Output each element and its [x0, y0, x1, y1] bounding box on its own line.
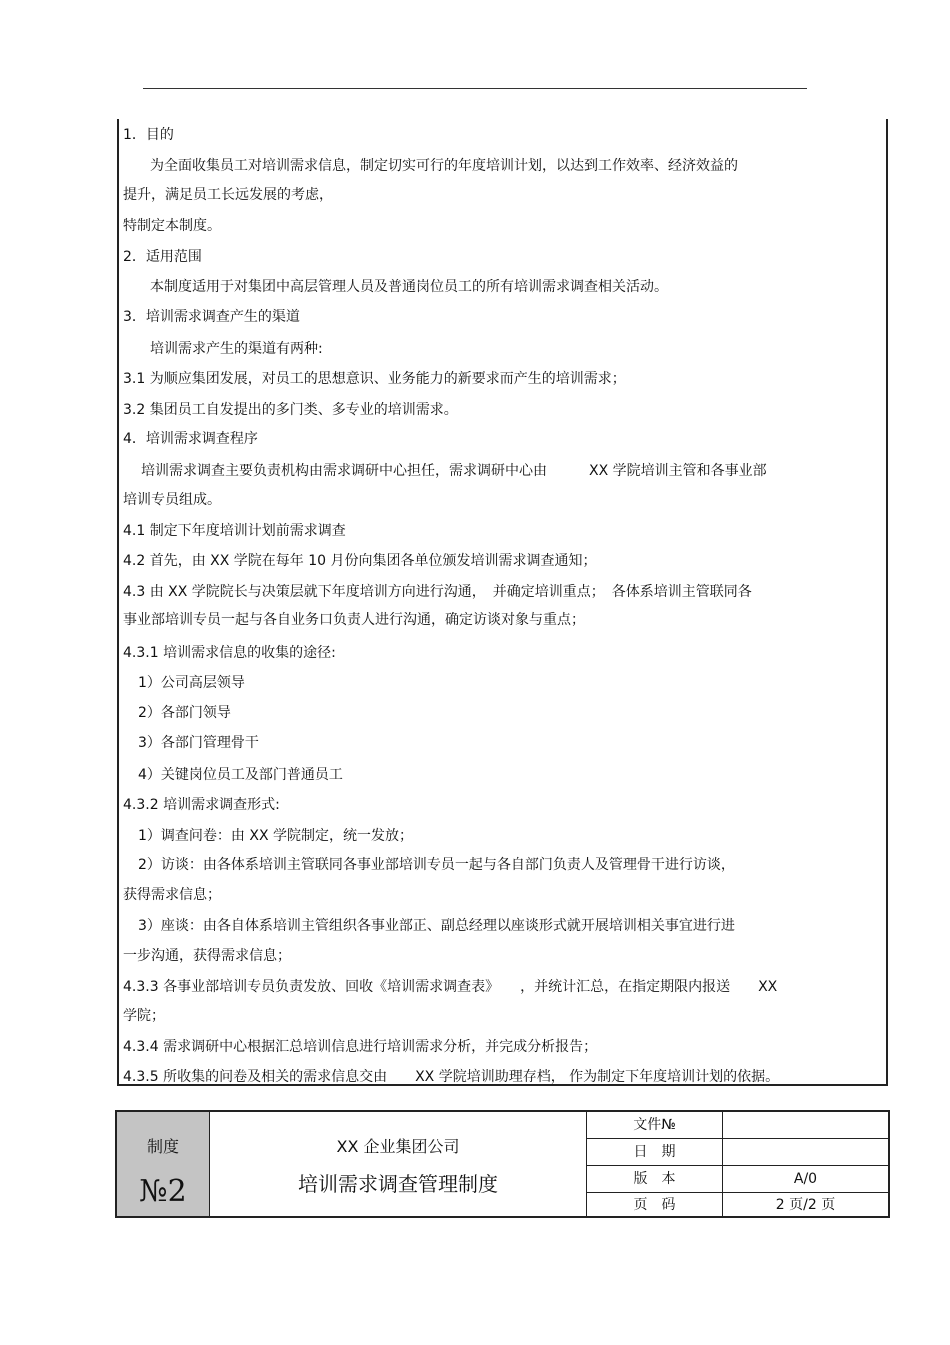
- list-item: 4）关键岗位员工及部门普通员工: [138, 767, 343, 783]
- paragraph-line: 学院；: [123, 1008, 165, 1024]
- list-item: 1）调查问卷：由 XX 学院制定，统一发放；: [138, 828, 413, 844]
- list-item: 4.3 由 XX 学院院长与决策层就下年度培训方向进行沟通， 并确定培训重点； 各体系培训主管联同各: [123, 584, 752, 600]
- list-item: 3.2 集团员工自发提出的多门类、多专业的培训需求。: [123, 402, 458, 418]
- list-item: 4.3.4 需求调研中心根据汇总培训信息进行培训需求分析，并完成分析报告；: [123, 1039, 598, 1055]
- paragraph-line: 为全面收集员工对培训需求信息，制定切实可行的年度培训计划，以达到工作效率、经济效益的: [150, 158, 738, 174]
- meta-label: 文件№: [587, 1112, 723, 1138]
- list-item: 4.3.1 培训需求信息的收集的途径:: [123, 645, 336, 661]
- list-item: 4.3.5 所收集的问卷及相关的需求信息交由 XX 学院培训助理存档， 作为制定下年度培训计划的依据。: [123, 1069, 780, 1085]
- list-item: 2）访谈：由各体系培训主管联同各事业部培训专员一起与各自部门负责人及管理骨干进行访谈，: [138, 857, 735, 873]
- section-heading-2: 2．适用范围: [123, 249, 202, 265]
- document-number: №2: [139, 1174, 187, 1209]
- meta-value: A/0: [793, 1171, 818, 1187]
- meta-value: [723, 1139, 888, 1165]
- meta-row-date: [587, 1139, 888, 1166]
- list-item: 4.2 首先，由 XX 学院在每年 10 月份向集团各单位颁发培训需求调查通知；: [123, 553, 597, 569]
- meta-row-page: [587, 1192, 888, 1218]
- section-heading-3: 3．培训需求调查产生的渠道: [123, 309, 300, 325]
- paragraph-line: 获得需求信息；: [123, 887, 221, 903]
- list-item: 1）公司高层领导: [138, 675, 245, 691]
- document-footer-table: [115, 1110, 890, 1218]
- document-type-cell: [117, 1112, 210, 1216]
- list-item: 3）各部门管理骨干: [138, 735, 259, 751]
- paragraph-line: 特制定本制度。: [123, 218, 221, 234]
- section-heading-1: 1．目的: [123, 127, 174, 143]
- company-name: XX 企业集团公司: [336, 1137, 460, 1156]
- header-rule: [143, 88, 807, 89]
- list-item: 3.1 为顺应集团发展，对员工的思想意识、业务能力的新要求而产生的培训需求；: [123, 371, 626, 387]
- meta-row-version: [587, 1166, 888, 1193]
- content-frame: [117, 119, 888, 1086]
- list-item: 2）各部门领导: [138, 705, 231, 721]
- list-item: 4.3.2 培训需求调查形式:: [123, 797, 280, 813]
- paragraph-line: 培训专员组成。: [123, 492, 221, 508]
- paragraph-line: 提升，满足员工长远发展的考虑，: [123, 187, 333, 203]
- list-item: 4.3.3 各事业部培训专员负责发放、回收《培训需求调查表》 ，并统计汇总，在指定期限内报送 XX: [123, 979, 778, 995]
- paragraph-line: 事业部培训专员一起与各自业务口负责人进行沟通，确定访谈对象与重点；: [123, 612, 585, 628]
- meta-value: [723, 1112, 888, 1138]
- section-heading-4: 4．培训需求调查程序: [123, 431, 258, 447]
- meta-label: 页 码: [587, 1192, 723, 1218]
- paragraph-line: 一步沟通，获得需求信息；: [123, 948, 291, 964]
- document-title-cell: [210, 1112, 587, 1216]
- paragraph-line: 本制度适用于对集团中高层管理人员及普通岗位员工的所有培训需求调查相关活动。: [150, 279, 668, 295]
- document-title: 培训需求调查管理制度: [298, 1172, 498, 1196]
- list-item: 3）座谈：由各自体系培训主管组织各事业部正、副总经理以座谈形式就开展培训相关事宜进行进: [138, 918, 735, 934]
- meta-label: 版 本: [587, 1166, 723, 1192]
- meta-label: 日 期: [587, 1139, 723, 1165]
- document-type: 制度: [146, 1137, 179, 1156]
- meta-row-file-no: [587, 1112, 888, 1139]
- paragraph-line: 培训需求产生的渠道有两种:: [150, 341, 323, 357]
- paragraph-line: 培训需求调查主要负责机构由需求调研中心担任，需求调研中心由 XX 学院培训主管和各事业部: [141, 463, 767, 479]
- list-item: 4.1 制定下年度培训计划前需求调查: [123, 523, 346, 539]
- meta-value: 2 页/2 页: [775, 1197, 836, 1213]
